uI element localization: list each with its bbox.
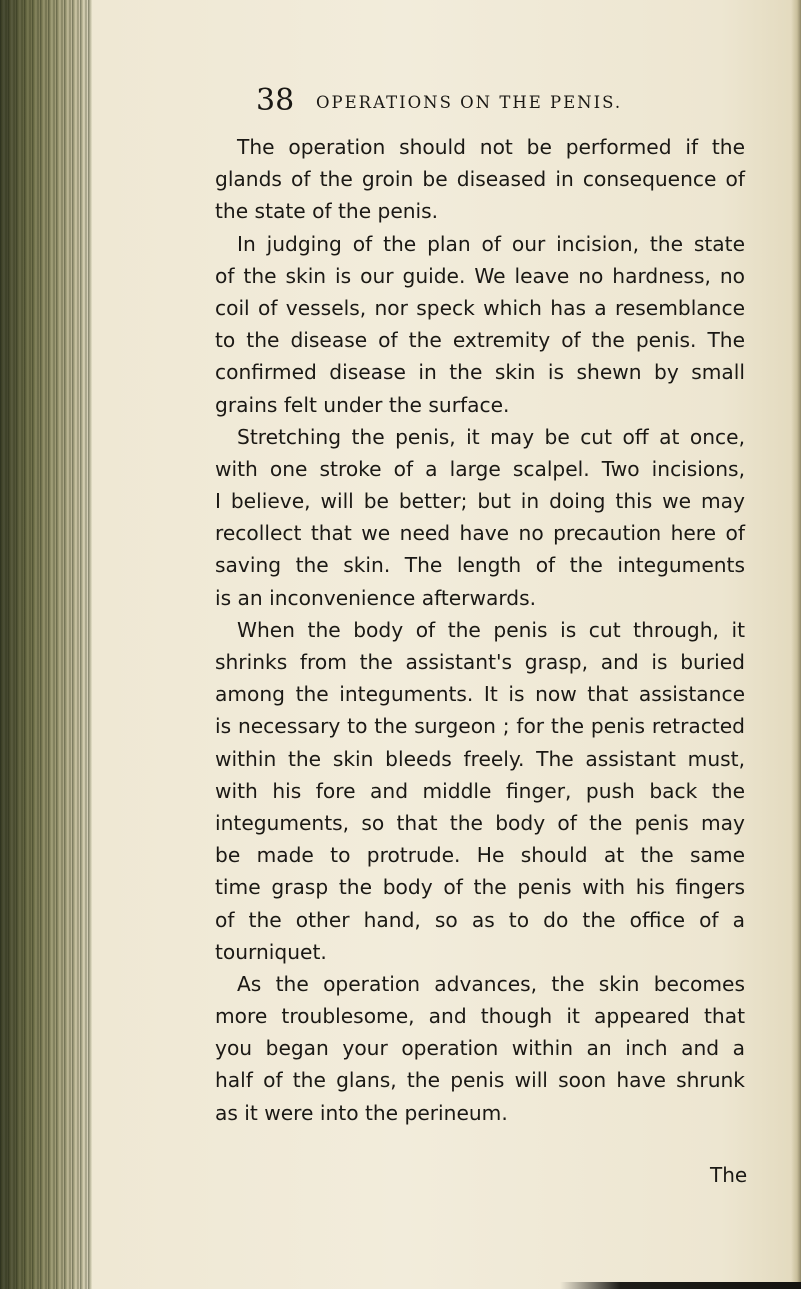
text-line: within the skin bleeds freely. The assistant must,: [215, 746, 745, 771]
paragraph: [215, 228, 745, 421]
body-text: [215, 131, 745, 1129]
text-line: be made to protrude. He should at the same: [215, 843, 745, 868]
text-line: of the other hand, so as to do the office of a: [215, 907, 745, 932]
paragraph: [215, 421, 745, 614]
running-head: OPERATIONS ON THE PENIS.: [316, 93, 623, 112]
text-line: half of the glans, the penis will soon have shrunk: [215, 1068, 745, 1093]
text-line: When the body of the penis is cut through, it: [237, 617, 745, 642]
text-line: with one stroke of a large scalpel. Two incisions,: [215, 456, 745, 481]
text-line: grains felt under the surface.: [215, 392, 510, 417]
paragraph: [215, 968, 745, 1129]
catchword: The: [710, 1163, 748, 1187]
text-line: glands of the groin be diseased in consequence of: [215, 167, 745, 192]
paragraph: [215, 614, 745, 968]
text-line: recollect that we need have no precaution here of: [215, 521, 745, 546]
text-line: shrinks from the assistant's grasp, and is buried: [215, 650, 745, 674]
text-line: tourniquet.: [215, 939, 327, 964]
text-line: Stretching the penis, it may be cut off at once,: [237, 424, 745, 449]
text-line: saving the skin. The length of the integuments: [215, 553, 745, 578]
text-line: you began your operation within an inch and a: [215, 1036, 745, 1061]
paragraph: [215, 131, 745, 228]
text-line: coil of vessels, nor speck which has a resemblance: [215, 295, 745, 320]
page-header: [256, 83, 756, 118]
text-line: to the disease of the extremity of the penis. The: [215, 328, 745, 353]
page-binding-edge: [0, 0, 92, 1289]
page-right-edge: [791, 0, 801, 1289]
text-line: with his fore and middle finger, push back the: [215, 778, 745, 803]
text-line: is an inconvenience afterwards.: [215, 585, 537, 610]
text-line: time grasp the body of the penis with his fingers: [215, 875, 745, 900]
text-line: as it were into the perineum.: [215, 1100, 508, 1125]
text-line: integuments, so that the body of the penis may: [215, 810, 745, 835]
text-line: The operation should not be performed if the: [237, 135, 745, 159]
text-line: more troublesome, and though it appeared that: [215, 1004, 745, 1029]
text-line: As the operation advances, the skin becomes: [237, 971, 745, 996]
text-line: among the integuments. It is now that assistance: [215, 682, 745, 707]
text-line: the state of the penis.: [215, 199, 439, 224]
page-number: 38: [256, 83, 295, 118]
text-line: of the skin is our guide. We leave no hardness, no: [215, 263, 745, 288]
text-line: I believe, will be better; but in doing this we may: [215, 489, 745, 514]
text-line: In judging of the plan of our incision, the state: [237, 231, 745, 256]
text-line: confirmed disease in the skin is shewn by small: [215, 360, 745, 385]
text-line: is necessary to the surgeon ; for the penis retracted: [215, 714, 745, 739]
bottom-edge-shadow: [560, 1282, 801, 1289]
